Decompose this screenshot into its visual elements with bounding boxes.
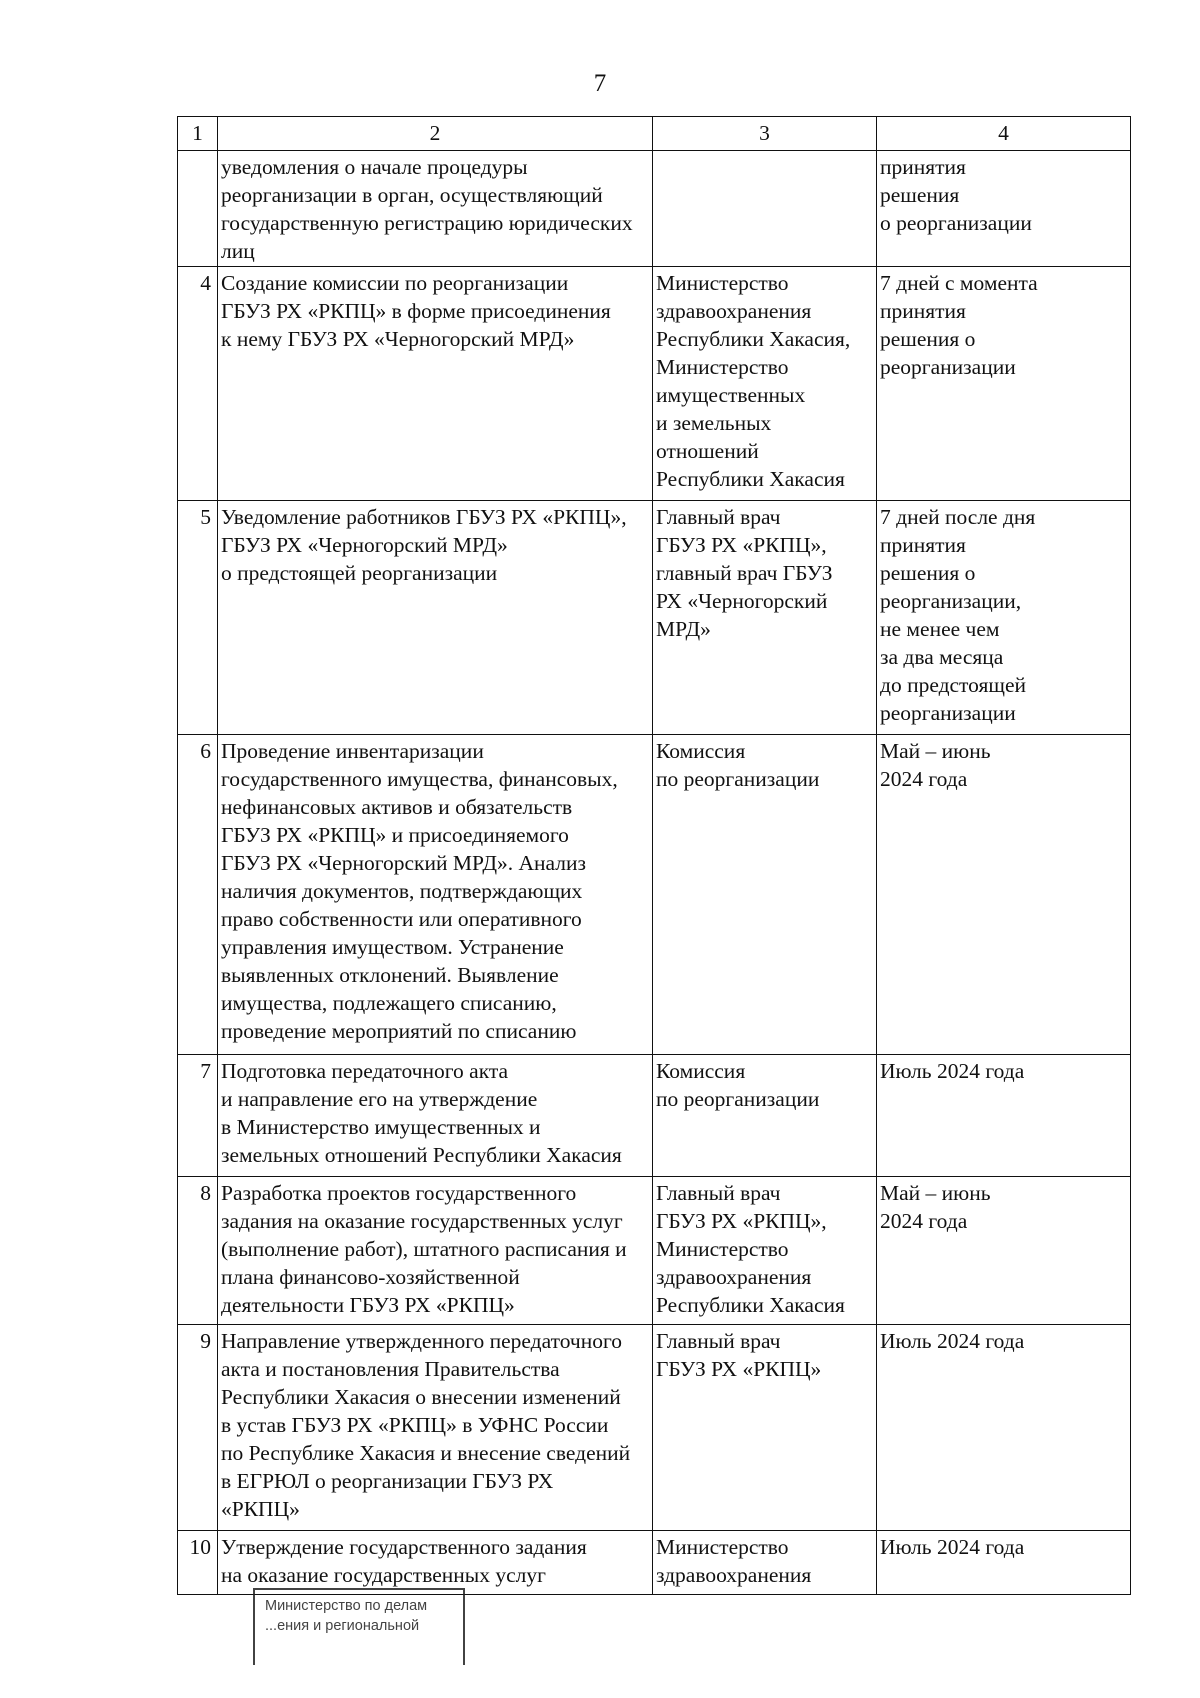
row-deadline: Май – июнь 2024 года <box>877 735 1131 1055</box>
table-row <box>178 267 1131 501</box>
table-row <box>178 1325 1131 1531</box>
row-number: 4 <box>178 267 218 501</box>
row-number: 6 <box>178 735 218 1055</box>
row-deadline: 7 дней с момента принятия решения о реорганизации <box>877 267 1131 501</box>
row-number: 5 <box>178 501 218 735</box>
page-number: 7 <box>593 70 607 97</box>
row-responsible: Комиссия по реорганизации <box>653 735 877 1055</box>
row-action: Подготовка передаточного акта и направление его на утверждение в Министерство имущественных и земельных отношений Республики Хакасия <box>218 1055 653 1177</box>
plan-table <box>177 116 1131 1595</box>
table-row <box>178 735 1131 1055</box>
row-number <box>178 151 218 267</box>
table-row <box>178 1055 1131 1177</box>
stamp-line-2: ...ения и региональной <box>265 1618 420 1634</box>
table-header-row <box>178 117 1131 151</box>
row-number: 9 <box>178 1325 218 1531</box>
registration-stamp <box>253 1588 465 1665</box>
row-action: Разработка проектов государственного задания на оказание государственных услуг (выполнение работ), штатного расписания и плана финансово-хозяйственной деятельности ГБУЗ РХ «РКПЦ» <box>218 1177 653 1325</box>
row-deadline: 7 дней после дня принятия решения о реорганизации, не менее чем за два месяца до предстоящей реорганизации <box>877 501 1131 735</box>
row-deadline: Июль 2024 года <box>877 1531 1131 1595</box>
row-number: 7 <box>178 1055 218 1177</box>
row-responsible: Главный врач ГБУЗ РХ «РКПЦ» <box>653 1325 877 1531</box>
row-responsible: Министерство здравоохранения <box>653 1531 877 1595</box>
row-number: 8 <box>178 1177 218 1325</box>
row-deadline: Май – июнь 2024 года <box>877 1177 1131 1325</box>
row-responsible: Комиссия по реорганизации <box>653 1055 877 1177</box>
row-action: Утверждение государственного задания на оказание государственных услуг <box>218 1531 653 1595</box>
header-col-4: 4 <box>877 117 1131 151</box>
row-responsible <box>653 151 877 267</box>
row-number: 10 <box>178 1531 218 1595</box>
row-action: Создание комиссии по реорганизации ГБУЗ РХ «РКПЦ» в форме присоединения к нему ГБУЗ РХ «Черногорский МРД» <box>218 267 653 501</box>
table-row <box>178 1177 1131 1325</box>
row-responsible: Главный врач ГБУЗ РХ «РКПЦ», Министерство здравоохранения Республики Хакасия <box>653 1177 877 1325</box>
header-col-2: 2 <box>218 117 653 151</box>
header-col-1: 1 <box>178 117 218 151</box>
header-col-3: 3 <box>653 117 877 151</box>
stamp-line-1: Министерство по делам <box>265 1598 428 1614</box>
row-deadline: Июль 2024 года <box>877 1055 1131 1177</box>
row-action: уведомления о начале процедуры реорганизации в орган, осуществляющий государственную регистрацию юридических лиц <box>218 151 653 267</box>
row-responsible: Министерство здравоохранения Республики Хакасия, Министерство имущественных и земельных отношений Республики Хакасия <box>653 267 877 501</box>
row-action: Направление утвержденного передаточного акта и постановления Правительства Республики Хакасия о внесении изменений в устав ГБУЗ РХ «РКПЦ» в УФНС России по Республике Хакасия и внесение сведений в ЕГРЮЛ о реорганизации ГБУЗ РХ «РКПЦ» <box>218 1325 653 1531</box>
row-deadline: принятия решения о реорганизации <box>877 151 1131 267</box>
table-row <box>178 151 1131 267</box>
row-action: Уведомление работников ГБУЗ РХ «РКПЦ», ГБУЗ РХ «Черногорский МРД» о предстоящей реорганизации <box>218 501 653 735</box>
row-action: Проведение инвентаризации государственного имущества, финансовых, нефинансовых активов и обязательств ГБУЗ РХ «РКПЦ» и присоединяемого ГБУЗ РХ «Черногорский МРД». Анализ наличия документов, подтверждающих право собственности или оперативного управления имуществом. Устранение выявленных отклонений. Выявление имущества, подлежащего списанию, проведение мероприятий по списанию <box>218 735 653 1055</box>
table-row <box>178 501 1131 735</box>
table-row <box>178 1531 1131 1595</box>
row-deadline: Июль 2024 года <box>877 1325 1131 1531</box>
row-responsible: Главный врач ГБУЗ РХ «РКПЦ», главный врач ГБУЗ РХ «Черногорский МРД» <box>653 501 877 735</box>
